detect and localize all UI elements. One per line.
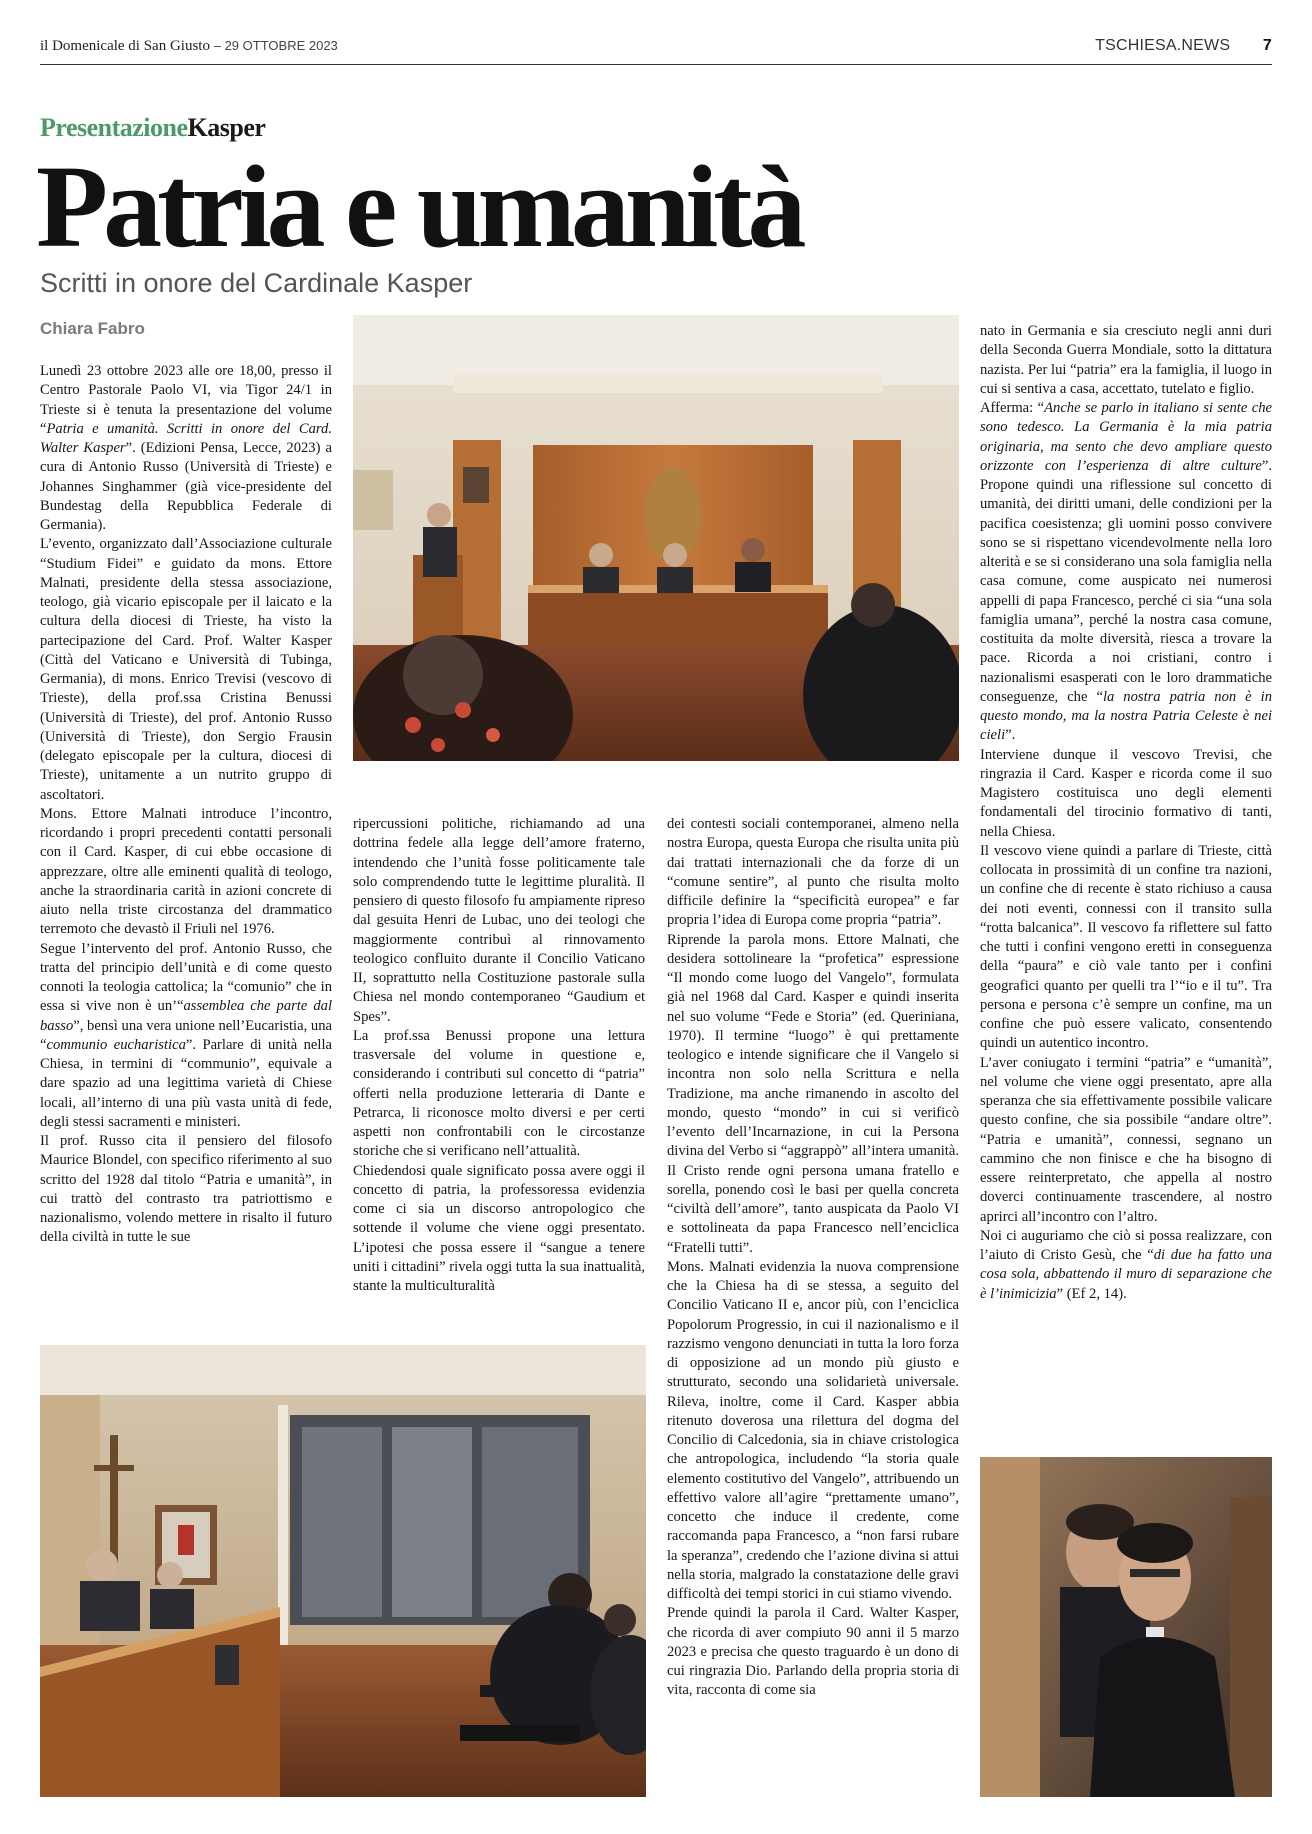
page-number: 7 bbox=[1262, 37, 1272, 54]
paragraph: La prof.ssa Benussi propone una lettura trasversale del volume in questione e, considerando i contributi sul concetto di “patria” offerti nella produzione letteraria di Dante e Petrarca, li riconosce molto diversi e per certi aspetti non confrontabili con le circostanze storiche che si verificano nell’attualità. bbox=[353, 1027, 645, 1160]
paragraph: Prende quindi la parola il Card. Walter Kasper, che ricorda di aver compiuto 90 anni il 5 marzo 2023 e precisa che questo traguardo è un dono di cui ringrazia Dio. Parlando della propria storia di vita, racconta di come sia bbox=[667, 1605, 959, 1699]
article-title: Patria e umanità bbox=[36, 141, 802, 272]
publication-name: il Domenicale di San Giusto bbox=[40, 38, 210, 54]
paragraph: Mons. Malnati evidenzia la nuova comprensione che la Chiesa ha di se stessa, a seguito del Concilio Vaticano II e, ancor più, con l’enciclica Popolorum Progressio, in cui il nazionalismo e il razzismo vengono denunciati in tutta la loro forza di opposizione ad un mondo più giusto e strutturato, secondo una solidarietà universale. Rileva, inoltre, come il Card. Kasper abbia ritenuto doverosa una rilettura del dogma del Concilio di Calcedonia, sia in chiave cristologica che antropologica, includendo “la storia quale elemento costitutivo del Vangelo”, attribuendo un effettivo valore all’agire “prettamente umano”, concetto che induce il credente, come raccomanda papa Francesco, a “non farsi rubare la speranza”, credendo che l’azione divina si attui nella storia, malgrado la constatazione delle gravi difficoltà dei tempi storici in cui stiamo vivendo. bbox=[667, 1258, 959, 1602]
photo-conference-panel bbox=[353, 315, 959, 761]
paragraph: Il vescovo viene quindi a parlare di Trieste, città collocata in prossimità di un confine tra nazioni, un confine che di recente è stato richiuso a causa dei noti eventi, connessi con il transito sulla “rotta balcanica”. Il vescovo fa riflettere sul fatto che tutti i confini vengono eretti in conseguenza della “paura” e ciò vale tanto per i confini geografici quanto per quelli tra l’“io e il tu”. Tra persona e persona c’è sempre un confine, ma un confine che può essere valicato, consentendo quindi un autentico incontro. bbox=[980, 842, 1272, 1052]
kicker bbox=[40, 113, 265, 143]
paragraph: L’aver coniugato i termini “patria” e “umanità”, nel volume che viene oggi presentato, apre alla speranza che sia effettivamente possibile valicare questo confine, che sia possibile “andare oltre”. “Patria e umanità”, connessi, segnano un cammino che non finisce e che ha bisogno di essere reinterpretato, che appella al nostro doverci continuamente trascendere, al nostro aprirci all’incontro con l’altro. bbox=[980, 1054, 1272, 1225]
article-column-4 bbox=[980, 322, 1272, 1304]
paragraph: nato in Germania e sia cresciuto negli anni duri della Seconda Guerra Mondiale, sotto la dittatura nazista. Per lui “patria” era la famiglia, il luogo in cui si sentiva a casa, accettato, tutelato e figlio. bbox=[980, 323, 1272, 397]
paragraph: L’evento, organizzato dall’Associazione culturale “Studium Fidei” e guidato da mons. Ettore Malnati, presidente della stessa associazione, teologo, già vicario episcopale per il laicato e la cultura della diocesi di Trieste, ha visto la partecipazione del Card. Prof. Walter Kasper (Città del Vaticano e Università di Tubinga, Germania), di mons. Enrico Trevisi (vescovo di Trieste), della prof.ssa Cristina Benussi (Università di Trieste), del prof. Antonio Russo (Università di Trieste), don Sergio Frausin (delegato episcopale per la cultura, diocesi di Trieste), unitamente a un nutrito gruppo di ascoltatori. bbox=[40, 536, 332, 803]
paragraph: Riprende la parola mons. Ettore Malnati, che desidera sottolineare la “profetica” espressione “Il mondo come luogo del Vangelo”, formulata già nel 1968 dal Card. Kasper e quindi inserita nel suo volume “Fede e Storia” (ed. Queriniana, 1970). Il termine “luogo” è qui prettamente teologico e intende significare che il Vangelo si incontra non solo nella Scrittura e nella Tradizione, ma anche rimanendo in ascolto del mondo, questo “mondo” in cui si verificò l’evento dell’Incarnazione, in cui la Persona divina del Verbo si “aggrappò” all’intera umanità. Il Cristo rende ogni persona umana fratello e sorella, ponendo così le basi per quella concreta “civiltà dell’amore”, tanto auspicata da Paolo VI e sottolineata da papa Francesco nell’enciclica “Fratelli tutti”. bbox=[667, 931, 959, 1256]
paragraph: Afferma: “Anche se parlo in italiano si sente che sono tedesco. La Germania è la mia patria originaria, ma sento che devo ampliare questo orizzonte con l’esperienza di altre culture”. Propone quindi una riflessione sul concetto di umanità, dei diritti umani, delle condizioni per la pacifica coesistenza; gli uomini posso convivere sono se si rispettano vicendevolmente nella loro alterità e se si considerano una sola famiglia nella casa comune, come auspicato nei numerosi appelli di papa Francesco, perché ci sia “una sola famiglia umana”, perché la nostra casa comune, costituita da molte diversità, riesca a trovare la pace. Ricorda a noi cristiani, contro i nazionalismi esasperati con le loro drammatiche conseguenze, che “la nostra patria non è in questo mondo, ma la nostra Patria Celeste è nei cieli”. bbox=[980, 400, 1272, 744]
photo-clergy-portrait bbox=[980, 1457, 1272, 1797]
article-column-3 bbox=[667, 815, 959, 1701]
article-subtitle: Scritti in onore del Cardinale Kasper bbox=[40, 268, 473, 298]
kicker-topic: Kasper bbox=[187, 113, 266, 142]
kicker-section: Presentazione bbox=[40, 113, 188, 142]
paragraph: Il prof. Russo cita il pensiero del filosofo Maurice Blondel, con specifico riferimento al suo scritto del 1928 dal titolo “Patria e umanità”, in cui trattò del contrasto tra patriottismo e nazionalismo, volendo mettere in risalto il futuro della civiltà in tutte le sue bbox=[40, 1133, 332, 1246]
publication-header bbox=[40, 38, 338, 55]
paragraph: dei contesti sociali contemporanei, almeno nella nostra Europa, questa Europa che risulta unita più dai trattati internazionali che da forze di un “comune sentire”, al punto che risulta molto difficile definire la “specificità europea” e far propria l’idea di Europa come propria “patria”. bbox=[667, 816, 959, 929]
article-author: Chiara Fabro bbox=[40, 319, 145, 338]
paragraph: Chiedendosi quale significato possa avere oggi il concetto di patria, la professoressa evidenzia come ci sia un discorso antropologico che sottende il volume che viene oggi presentato. L’ipotesi che possa essere il “sangue a tenere uniti i cittadini” rivela oggi tutta la sua inattualità, stante la multiculturalità bbox=[353, 1162, 645, 1294]
paragraph: Noi ci auguriamo che ciò si possa realizzare, con l’aiuto di Cristo Gesù, che “di due ha fatto una cosa sola, abbattendo il muro di separazione che è l’inimicizia” (Ef 2, 14). bbox=[980, 1227, 1272, 1302]
site-header bbox=[1095, 37, 1272, 55]
paragraph: Lunedì 23 ottobre 2023 alle ore 18,00, presso il Centro Pastorale Paolo VI, via Tigor 24/1 in Trieste si è tenuta la presentazione del volume “Patria e umanità. Scritti in onore del Card. Walter Kasper”. (Edizioni Pensa, Lecce, 2023) a cura di Antonio Russo (Università di Trieste) e Johannes Singhammer (già vice-presidente del Bundestag della Repubblica Federale di Germania). bbox=[40, 363, 332, 533]
paragraph: Interviene dunque il vescovo Trevisi, che ringrazia il Card. Kasper e ricorda come il suo Magistero costituisca uno degli elementi fondamentali del tirocinio formativo di tanti, nella Chiesa. bbox=[980, 746, 1272, 840]
paragraph: Segue l’intervento del prof. Antonio Russo, che tratta del principio dell’unità e di come questo connoti la teologia cattolica; la “comunio” che in essa si vive non è un’“assemblea che parte dal basso”, bensì una vera unione nell’Eucaristia, una “communio eucharistica”. Parlare di unità nella Chiesa, in termini di “communio”, equivale a dare spazio ad una legittima varietà di Chiese locali, all’interno di una più vasta unità di fede, degli stessi sacramenti e ministeri. bbox=[40, 940, 332, 1130]
photo-audience-side-view bbox=[40, 1345, 646, 1797]
header-divider bbox=[40, 64, 1272, 65]
issue-date: – 29 OTTOBRE 2023 bbox=[213, 38, 338, 53]
paragraph: Mons. Ettore Malnati introduce l’incontro, ricordando i propri precedenti contatti personali con il Card. Kasper, di cui ebbe occasione di apprezzare, oltre alle eminenti qualità di teologo, anche la straordinaria carità in azioni concrete di aiuto nella triste circostanza del drammatico terremoto che devastò il Friuli nel 1976. bbox=[40, 805, 332, 938]
paragraph: ripercussioni politiche, richiamando ad una dottrina fedele alla legge dell’amore fraterno, intendendo che l’unità fosse politicamente tale solo comprendendo tutte le legittime pluralità. Il pensiero di questo filosofo fu ampiamente ripreso dal gesuita Henri de Lubac, uno dei teologi che maggiormente contribuì al rinnovamento teologico confluito durante il Concilio Vaticano II, soprattutto nella Costituzione pastorale sulla Chiesa nel mondo contemporaneo “Gaudium et Spes”. bbox=[353, 816, 645, 1025]
article-column-2 bbox=[353, 815, 645, 1296]
site-name[interactable]: TSCHIESA.NEWS bbox=[1095, 37, 1231, 54]
article-column-1 bbox=[40, 362, 332, 1248]
